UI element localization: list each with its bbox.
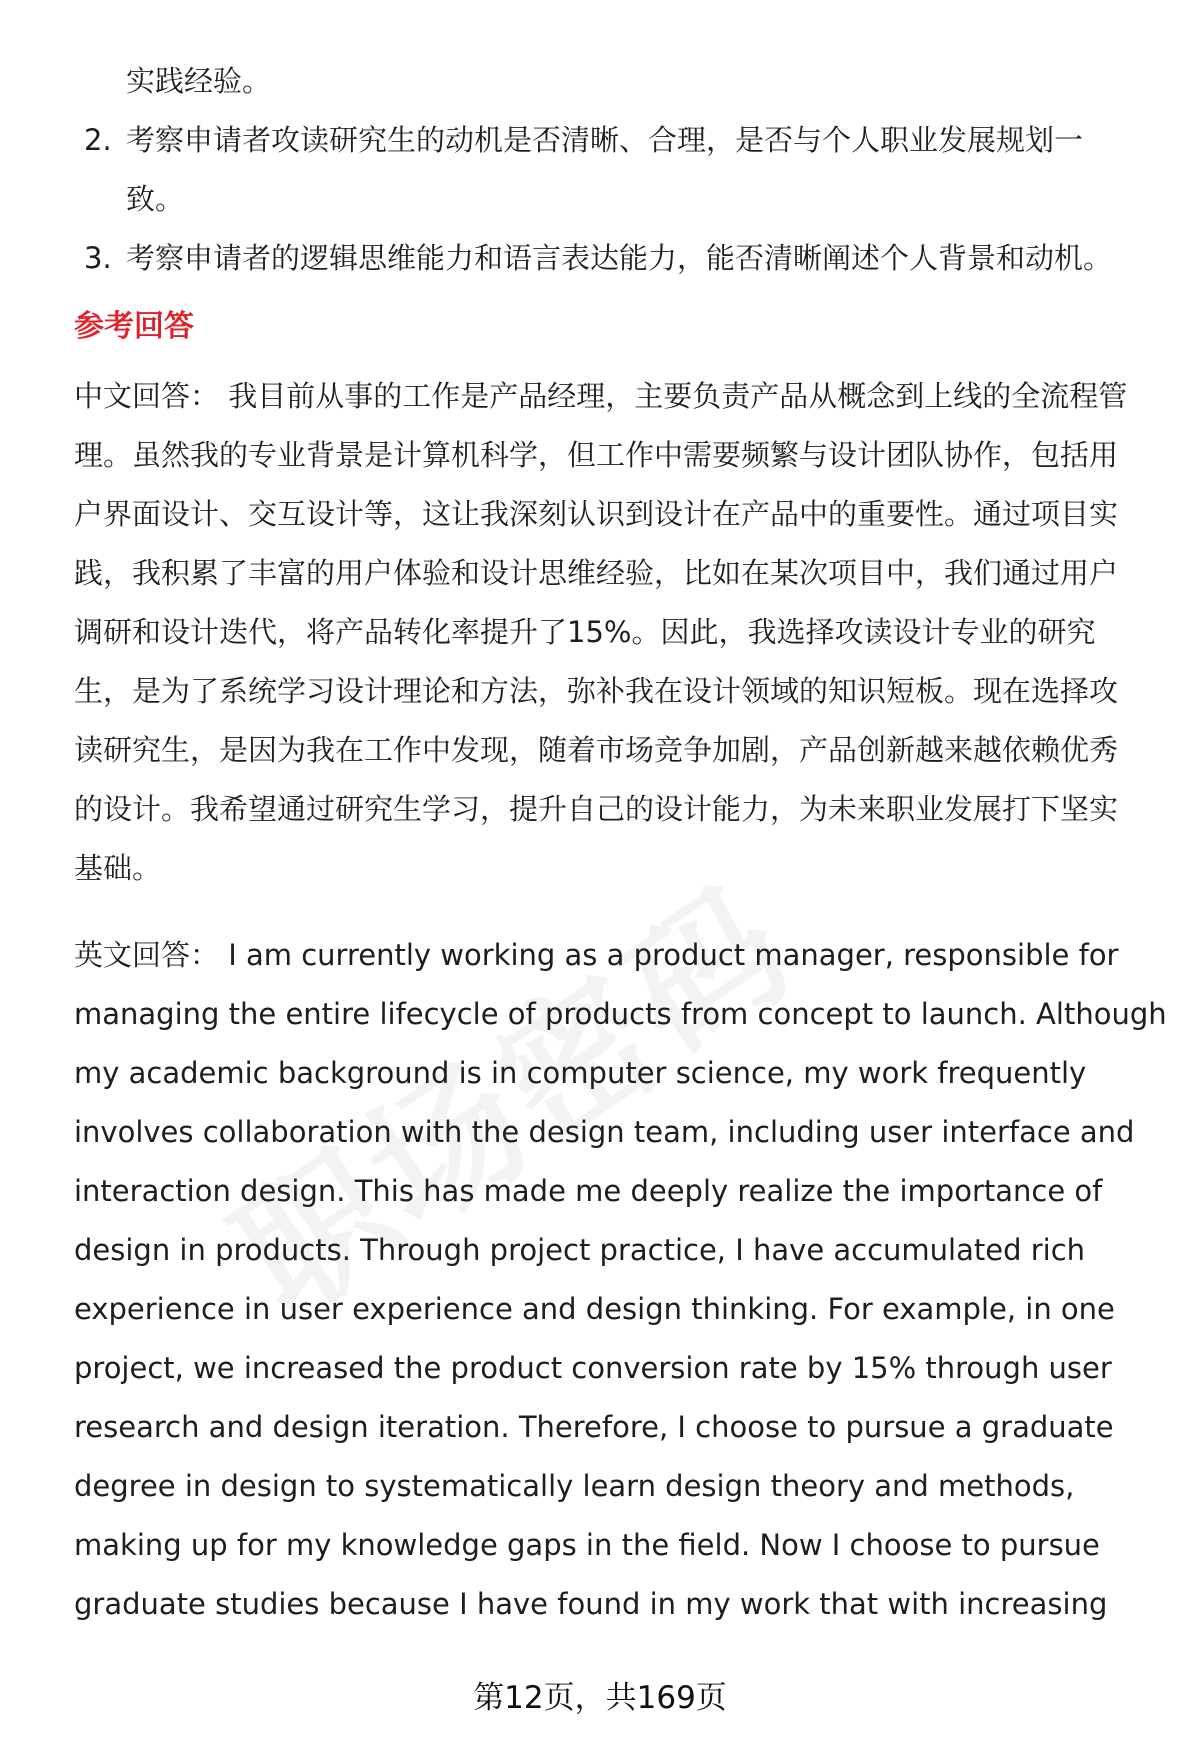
paragraph-line: 中文回答： 我目前从事的工作是产品经理，主要负责产品从概念到上线的全流程管 [74, 379, 1128, 413]
paragraph-line: project, we increased the product conversion rate by 15% through user [74, 1351, 1112, 1385]
list-number: 3. [84, 241, 112, 275]
chinese-answer-paragraph [74, 367, 1154, 898]
page-number-footer: 第12页，共169页 [473, 1680, 727, 1716]
paragraph-line: research and design iteration. Therefore, I choose to pursue a graduate [74, 1410, 1114, 1444]
paragraph-line: degree in design to systematically learn design theory and methods, [74, 1469, 1075, 1503]
paragraph-line: managing the entire lifecycle of products from concept to launch. Although [74, 997, 1167, 1031]
paragraph-line: interaction design. This has made me deeply realize the importance of [74, 1174, 1103, 1208]
criteria-item-3 [74, 229, 1154, 288]
list-item-line: 考察申请者的逻辑思维能力和语言表达能力，能否清晰阐述个人背景和动机。 [126, 241, 1113, 275]
list-item-line: 考察申请者攻读研究生的动机是否清晰、合理，是否与个人职业发展规划一 [126, 123, 1084, 157]
english-answer-paragraph [74, 926, 1167, 1634]
page-content [74, 52, 1167, 1634]
paragraph-line: 英文回答： I am currently working as a product manager, responsible for [74, 938, 1119, 972]
list-number: 2. [84, 123, 112, 157]
paragraph-line: involves collaboration with the design team, including user interface and [74, 1115, 1135, 1149]
paragraph-line: 理。虽然我的专业背景是计算机科学，但工作中需要频繁与设计团队协作，包括用 [74, 438, 1119, 472]
paragraph-line: 户界面设计、交互设计等，这让我深刻认识到设计在产品中的重要性。通过项目实 [74, 497, 1119, 531]
paragraph-line: graduate studies because I have found in my work that with increasing [74, 1587, 1108, 1621]
paragraph-line: 生，是为了系统学习设计理论和方法，弥补我在设计领域的知识短板。现在选择攻 [74, 674, 1119, 708]
paragraph-line: 践，我积累了丰富的用户体验和设计思维经验，比如在某次项目中，我们通过用户 [74, 556, 1119, 590]
paragraph-line: making up for my knowledge gaps in the field. Now I choose to pursue [74, 1528, 1100, 1562]
list-continuation-line: 实践经验。 [126, 64, 272, 98]
paragraph-line: 读研究生，是因为我在工作中发现，随着市场竞争加剧，产品创新越来越依赖优秀 [74, 733, 1119, 767]
criteria-item-2 [74, 111, 1154, 229]
paragraph-line: 的设计。我希望通过研究生学习，提升自己的设计能力，为未来职业发展打下坚实 [74, 792, 1119, 826]
paragraph-line: 基础。 [74, 851, 162, 885]
paragraph-line: design in products. Through project practice, I have accumulated rich [74, 1233, 1086, 1267]
list-item-line: 致。 [126, 182, 185, 216]
paragraph-line: my academic background is in computer science, my work frequently [74, 1056, 1087, 1090]
reference-answer-heading: 参考回答 [74, 309, 194, 344]
paragraph-line: 调研和设计迭代，将产品转化率提升了15%。因此，我选择攻读设计专业的研究 [74, 615, 1096, 649]
paragraph-line: experience in user experience and design thinking. For example, in one [74, 1292, 1115, 1326]
